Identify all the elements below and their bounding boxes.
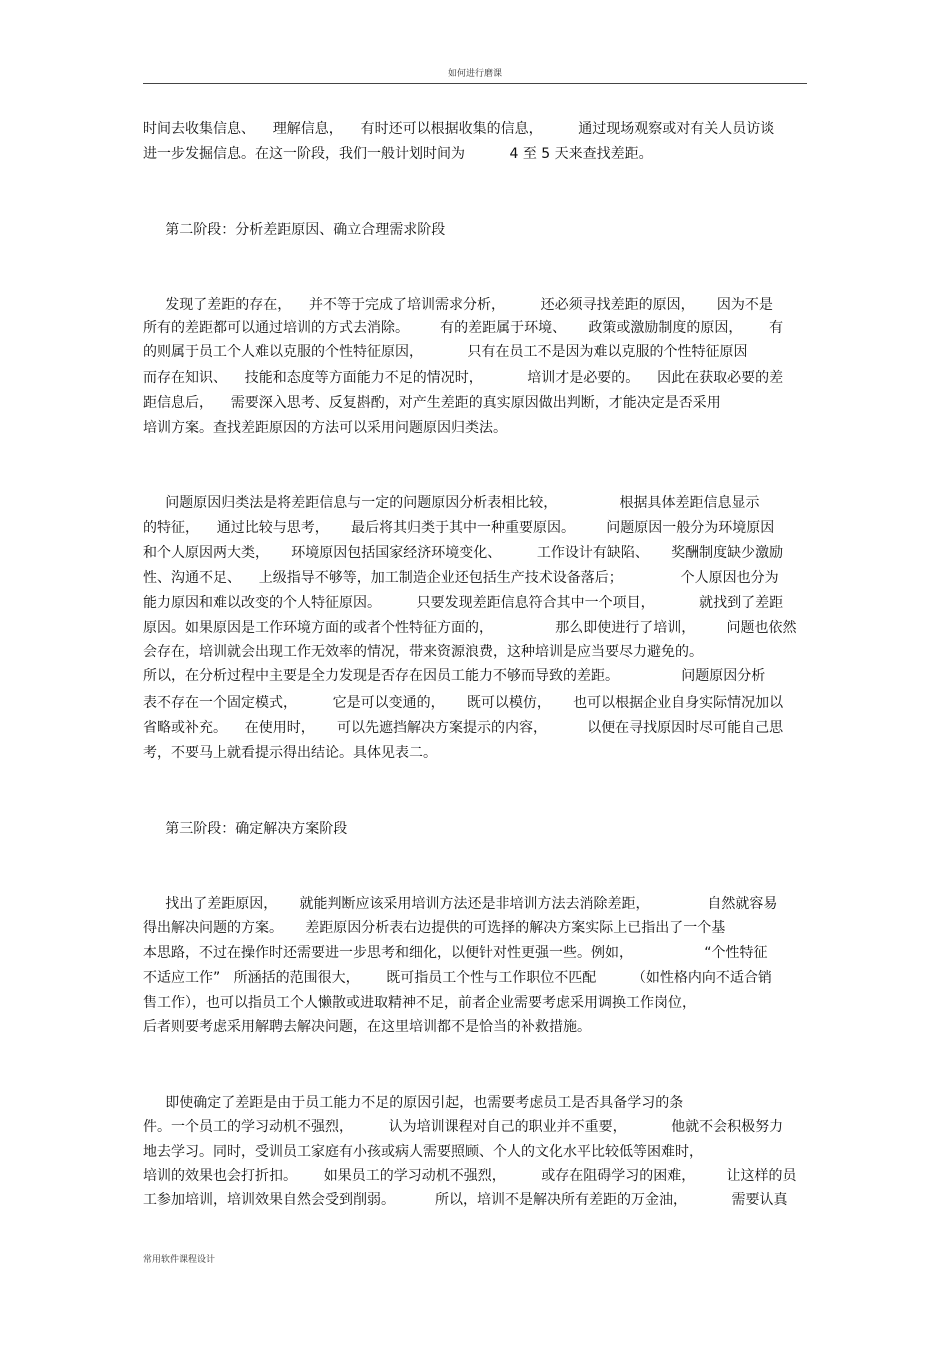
body-text-line: 时间去收集信息、 理解信息， 有时还可以根据收集的信息， 通过现场观察或对有关人员访谈: [143, 121, 775, 137]
body-text-line: 所以，在分析过程中主要是全力发现是否存在因员工能力不够而导致的差距。 问题原因分析: [143, 668, 766, 684]
body-text-line: 和个人原因两大类， 环境原因包括国家经济环境变化、 工作设计有缺陷、 奖酬制度缺少激励: [143, 545, 784, 561]
body-text-line: 进一步发掘信息。在这一阶段，我们一般计划时间为 4 至 5 天来查找差距。: [143, 146, 653, 162]
body-text-line: 不适应工作” 所涵括的范围很大， 既可指员工个性与工作职位不匹配 （如性格内向不适合销: [143, 970, 772, 986]
body-text-line: 的则属于员工个人难以克服的个性特征原因， 只有在员工不是因为难以克服的个性特征原因: [143, 344, 748, 360]
body-text-line: 考，不要马上就看提示得出结论。具体见表二。: [143, 745, 437, 761]
page-header-title: 如何进行磨课: [447, 69, 502, 79]
body-text-line: 的特征， 通过比较与思考， 最后将其归类于其中一种重要原因。 问题原因一般分为环境原因: [143, 520, 775, 536]
body-text-line: 地去学习。同时，受训员工家庭有小孩或病人需要照顾、个人的文化水平比较低等困难时，: [143, 1144, 703, 1160]
body-text-line: 性、沟通不足、 上级指导不够等，加工制造企业还包括生产技术设备落后； 个人原因也分为: [143, 570, 779, 586]
body-text-line: 问题原因归类法是将差距信息与一定的问题原因分析表相比较， 根据具体差距信息显示: [143, 495, 760, 511]
body-text-line: 发现了差距的存在， 并不等于完成了培训需求分析， 还必须寻找差距的原因， 因为不是: [143, 297, 773, 313]
body-text-line: 能力原因和难以改变的个人特征原因。 只要发现差距信息符合其中一个项目， 就找到了差距: [143, 595, 784, 611]
body-text-line: 距信息后， 需要深入思考、反复斟酌，对产生差距的真实原因做出判断，才能决定是否采用: [143, 395, 721, 411]
header-divider: [143, 83, 807, 84]
body-text-line: 培训方案。查找差距原因的方法可以采用问题原因归类法。: [143, 420, 507, 436]
page-footer-text: 常用软件课程设计: [143, 1255, 216, 1265]
body-text-line: 而存在知识、 技能和态度等方面能力不足的情况时， 培训才是必要的。 因此在获取必要的差: [143, 370, 784, 386]
body-text-line: 后者则要考虑采用解聘去解决问题，在这里培训都不是恰当的补救措施。: [143, 1019, 591, 1035]
body-text-line: 即使确定了差距是由于员工能力不足的原因引起，也需要考虑员工是否具备学习的条: [143, 1095, 684, 1111]
body-text-line: 本思路，不过在操作时还需要进一步思考和细化，以便针对性更强一些。例如， “个性特征: [143, 945, 768, 961]
body-text-line: 会存在，培训就会出现工作无效率的情况，带来资源浪费，这种培训是应当要尽力避免的。: [143, 644, 703, 660]
body-text-line: 件。一个员工的学习动机不强烈， 认为培训课程对自己的职业并不重要， 他就不会积极努力: [143, 1119, 784, 1135]
body-text-line: 原因。如果原因是工作环境方面的或者个性特征方面的， 那么即使进行了培训， 问题也依然: [143, 620, 797, 636]
body-text-line: 培训的效果也会打折扣。 如果员工的学习动机不强烈， 或存在阻碍学习的困难， 让这样的员: [143, 1168, 797, 1184]
body-text-line: 得出解决问题的方案。 差距原因分析表右边提供的可选择的解决方案实际上已指出了一个基: [143, 920, 726, 936]
body-text-line: 所有的差距都可以通过培训的方式去消除。 有的差距属于环境、 政策或激励制度的原因， 有: [143, 320, 784, 336]
body-text-line: 表不存在一个固定模式， 它是可以变通的， 既可以模仿， 也可以根据企业自身实际情况加以: [143, 695, 784, 711]
body-text-line: 工参加培训，培训效果自然会受到削弱。 所以，培训不是解决所有差距的万金油， 需要认真: [143, 1192, 788, 1208]
section-heading-stage-3: 第三阶段：确定解决方案阶段: [143, 821, 348, 837]
section-heading-stage-2: 第二阶段：分析差距原因、确立合理需求阶段: [143, 222, 446, 238]
body-text-line: 找出了差距原因， 就能判断应该采用培训方法还是非培训方法去消除差距， 自然就容易: [143, 896, 778, 912]
body-text-line: 省略或补充。 在使用时， 可以先遮挡解决方案提示的内容， 以便在寻找原因时尽可能自己思: [143, 720, 784, 736]
body-text-line: 售工作），也可以指员工个人懒散或进取精神不足，前者企业需要考虑采用调换工作岗位，: [143, 995, 696, 1011]
